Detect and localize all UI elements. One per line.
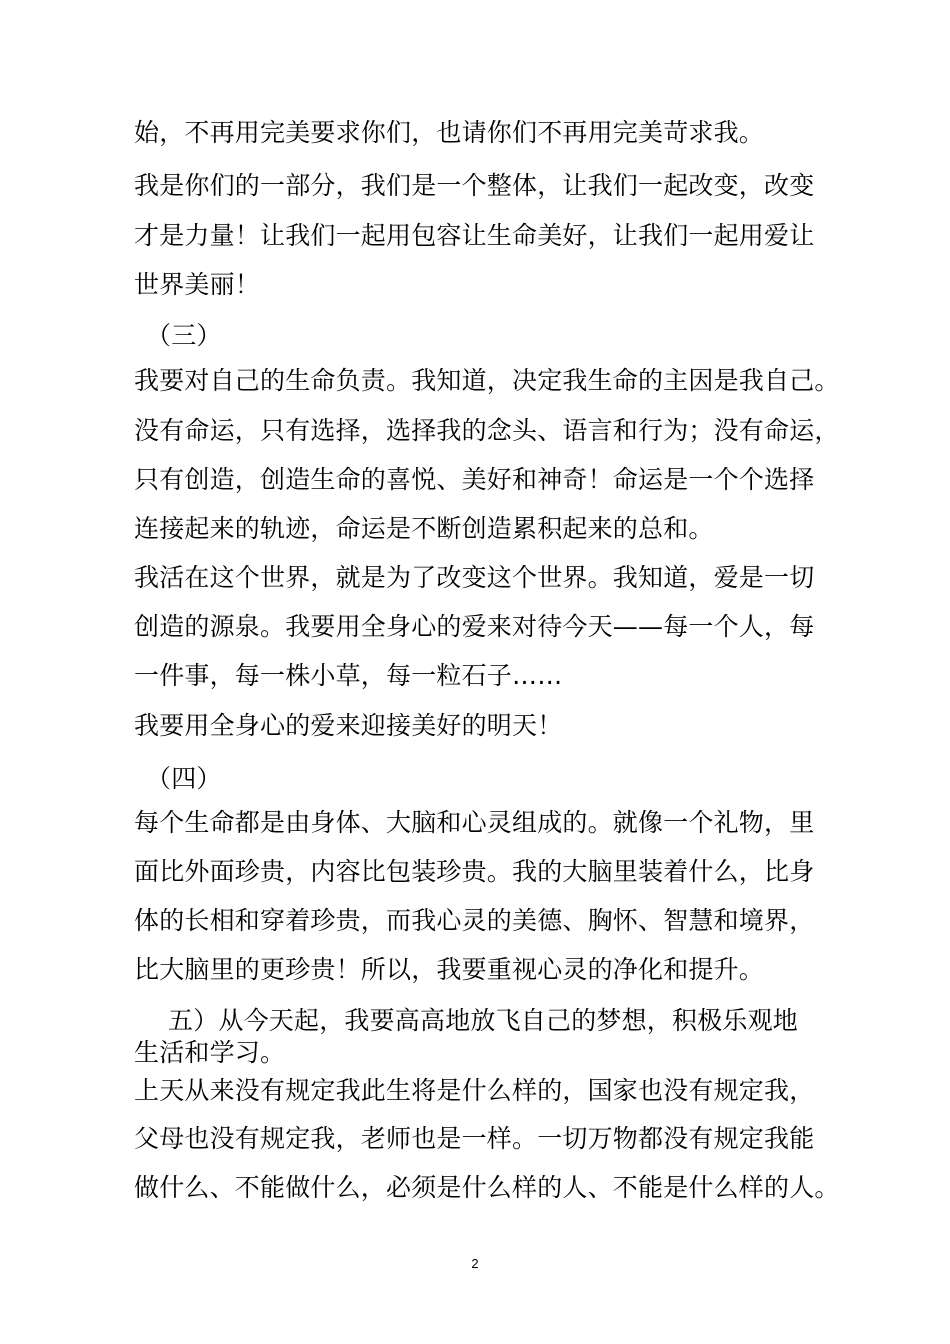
paragraph-line: 始，不再用完美要求你们，也请你们不再用完美苛求我。 <box>134 118 765 147</box>
paragraph-line: 体的长相和穿着珍贵，而我心灵的美德、胸怀、智慧和境界， <box>134 906 815 935</box>
paragraph-line: 没有命运，只有选择，选择我的念头、语言和行为；没有命运， <box>134 416 840 445</box>
paragraph-line: 生活和学习。 <box>134 1038 286 1067</box>
section-heading-3: （三） <box>146 321 222 350</box>
section-heading-4: （四） <box>146 764 222 793</box>
paragraph-line: 我要对自己的生命负责。我知道，决定我生命的主因是我自己。 <box>134 366 840 395</box>
paragraph-line: 只有创造，创造生命的喜悦、美好和神奇！命运是一个个选择 <box>134 465 815 494</box>
paragraph-line: 一件事，每一株小草，每一粒石子…… <box>134 661 563 690</box>
section-heading-5: 五）从今天起，我要高高地放飞自己的梦想，积极乐观地 <box>168 1006 799 1035</box>
paragraph-line: 创造的源泉。我要用全身心的爱来对待今天——每一个人，每 <box>134 612 815 641</box>
paragraph-line: 连接起来的轨迹，命运是不断创造累积起来的总和。 <box>134 514 714 543</box>
page-number: 2 <box>471 1256 479 1271</box>
paragraph-line: 上天从来没有规定我此生将是什么样的，国家也没有规定我， <box>134 1076 815 1105</box>
paragraph-line: 我活在这个世界，就是为了改变这个世界。我知道，爱是一切 <box>134 563 815 592</box>
paragraph-line: 我是你们的一部分，我们是一个整体，让我们一起改变，改变 <box>134 171 815 200</box>
paragraph-line: 世界美丽！ <box>134 270 261 299</box>
paragraph-line: 做什么、不能做什么，必须是什么样的人、不能是什么样的人。 <box>134 1173 840 1202</box>
paragraph-line: 父母也没有规定我，老师也是一样。一切万物都没有规定我能 <box>134 1124 815 1153</box>
paragraph-line: 比大脑里的更珍贵！所以，我要重视心灵的净化和提升。 <box>134 955 765 984</box>
paragraph-line: 每个生命都是由身体、大脑和心灵组成的。就像一个礼物，里 <box>134 808 815 837</box>
paragraph-line: 我要用全身心的爱来迎接美好的明天！ <box>134 711 563 740</box>
paragraph-line: 面比外面珍贵，内容比包装珍贵。我的大脑里装着什么，比身 <box>134 857 815 886</box>
paragraph-line: 才是力量！让我们一起用包容让生命美好，让我们一起用爱让 <box>134 221 815 250</box>
